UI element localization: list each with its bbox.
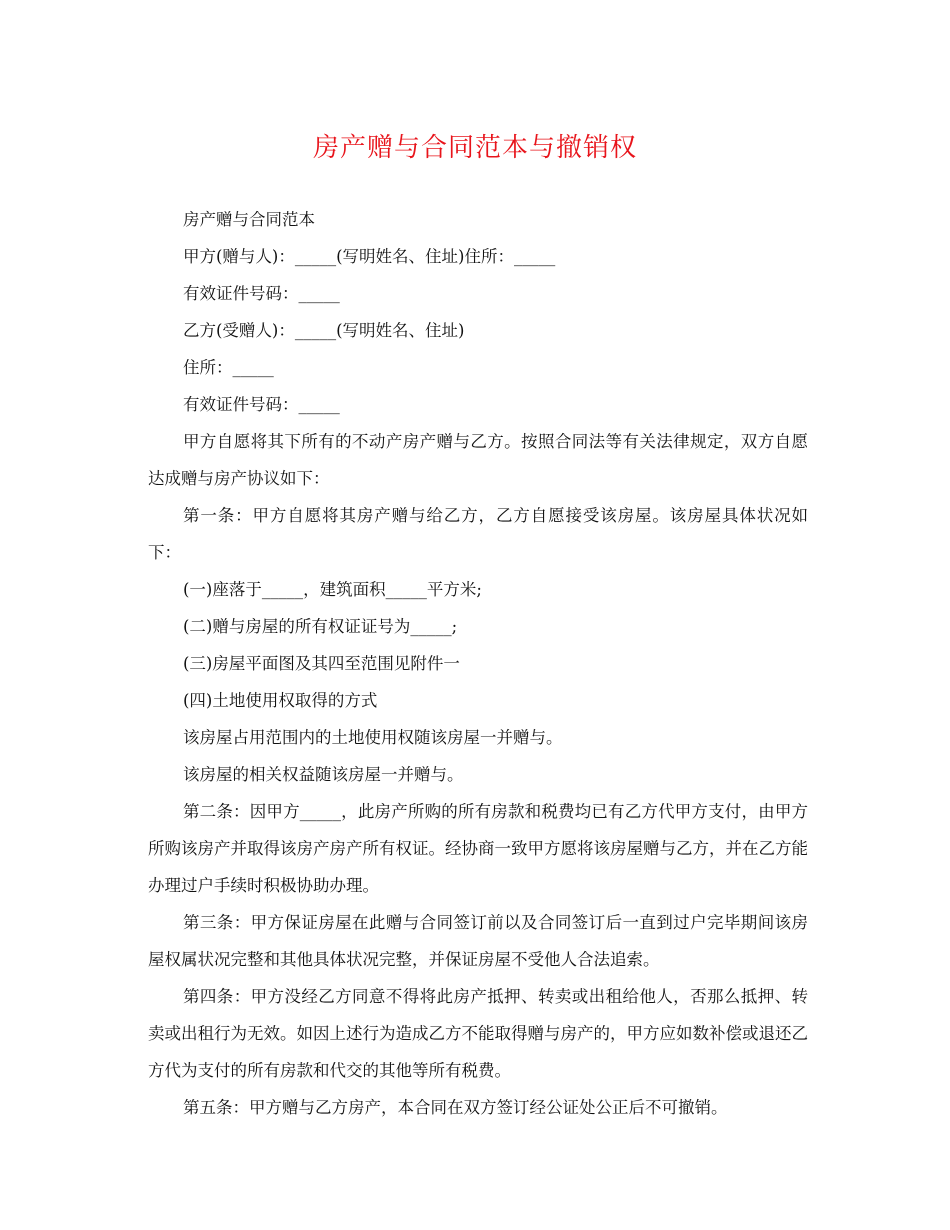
paragraph-item-3: (三)房屋平面图及其四至范围见附件一	[183, 654, 460, 673]
paragraph-article-2: 第二条：因甲方_____，此房产所购的所有房款和税费均已有乙方代甲方支付，由甲方所购该房产并取得该房产房产所有权证。经协商一致甲方愿将该房屋赠与乙方，并在乙方能办理过户手续时积极协助办理。	[148, 802, 808, 895]
paragraph-item-1: (一)座落于_____，建筑面积_____平方米;	[183, 580, 482, 599]
paragraph-article-5: 第五条：甲方赠与乙方房产，本合同在双方签订经公证处公正后不可撤销。	[183, 1098, 728, 1117]
paragraph-party-b-address: 住所：_____	[183, 358, 274, 377]
paragraph-land-rights: 该房屋占用范围内的土地使用权随该房屋一并赠与。	[183, 728, 563, 747]
paragraph-preamble: 甲方自愿将其下所有的不动产房产赠与乙方。按照合同法等有关法律规定，双方自愿达成赠与房产协议如下：	[148, 432, 808, 488]
paragraph-party-a-id: 有效证件号码：_____	[183, 284, 340, 303]
paragraph-item-4: (四)土地使用权取得的方式	[183, 691, 378, 710]
paragraph-article-3: 第三条：甲方保证房屋在此赠与合同签订前以及合同签订后一直到过户完毕期间该房屋权属状况完整和其他具体状况完整，并保证房屋不受他人合法追索。	[148, 913, 808, 969]
paragraph-party-b: 乙方(受赠人)：_____(写明姓名、住址)	[183, 321, 465, 340]
paragraph-heading: 房产赠与合同范本	[183, 210, 315, 229]
paragraph-article-1: 第一条：甲方自愿将其房产赠与给乙方，乙方自愿接受该房屋。该房屋具体状况如下：	[148, 506, 808, 562]
paragraph-item-2: (二)赠与房屋的所有权证证号为_____;	[183, 617, 458, 636]
document-title: 房产赠与合同范本与撤销权	[312, 133, 637, 163]
paragraph-article-4: 第四条：甲方没经乙方同意不得将此房产抵押、转卖或出租给他人，否那么抵押、转卖或出租行为无效。如因上述行为造成乙方不能取得赠与房产的，甲方应如数补偿或退还乙方代为支付的所有房款和代交的其他等所有税费。	[148, 987, 808, 1080]
document-body	[148, 201, 808, 1126]
paragraph-party-a: 甲方(赠与人)：_____(写明姓名、住址)住所：_____	[183, 247, 556, 266]
paragraph-related-rights: 该房屋的相关权益随该房屋一并赠与。	[183, 765, 464, 784]
paragraph-party-b-id: 有效证件号码：_____	[183, 395, 340, 414]
